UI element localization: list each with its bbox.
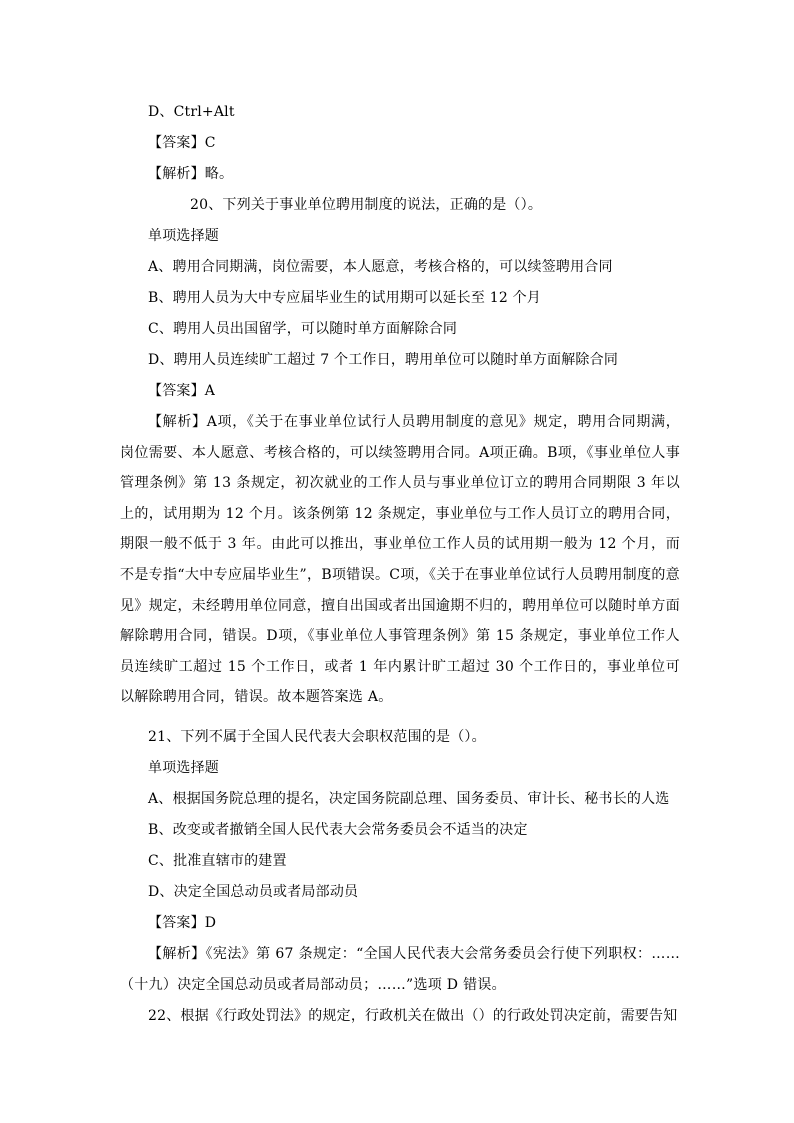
q19-answer: 【答案】C — [148, 135, 216, 151]
q21-option-d: D、决定全国总动员或者局部动员 — [148, 884, 359, 900]
q21-answer: 【答案】D — [148, 915, 217, 931]
q19-analysis: 【解析】略。 — [148, 166, 234, 182]
q21-option-c: C、批准直辖市的建置 — [148, 853, 287, 869]
q20-option-a: A、聘用合同期满，岗位需要，本人愿意，考核合格的，可以续签聘用合同 — [148, 259, 613, 275]
q21-question: 21、下列不属于全国人民代表大会职权范围的是（）。 — [148, 729, 486, 745]
q20-type: 单项选择题 — [148, 228, 219, 244]
q19-option-d: D、Ctrl+Alt — [148, 104, 235, 120]
q21-type: 单项选择题 — [148, 760, 219, 776]
q21-analysis: 【解析】《宪法》第 67 条规定：“全国人民代表大会常务委员会行使下列职权：……（十九）决定全国总动员或者局部动员；……”选项 D 错误。 — [120, 946, 680, 993]
q20-question: 20、下列关于事业单位聘用制度的说法，正确的是（）。 — [190, 197, 543, 213]
q20-option-d: D、聘用人员连续旷工超过 7 个工作日，聘用单位可以随时单方面解除合同 — [148, 352, 619, 368]
q21-option-a: A、根据国务院总理的提名，决定国务院副总理、国务委员、审计长、秘书长的人选 — [148, 791, 670, 807]
q22-question: 22、根据《行政处罚法》的规定，行政机关在做出（）的行政处罚决定前，需要告知 — [148, 1008, 678, 1024]
q20-answer: 【答案】A — [148, 383, 216, 399]
q20-analysis: 【解析】A项，《关于在事业单位试行人员聘用制度的意见》规定，聘用合同期满，岗位需要、本人愿意、考核合格的，可以续签聘用合同。A项正确。B项，《事业单位人事管理条例》第 13 条规定，初次就业的工作人员与事业单位订立的聘用合同期限 3 年以上的，试用期为 12 个月。该条例第 12 条规定，事业单位与工作人员订立的聘用合同，期限一般不低于 3 年。由此可以推出，事业单位工作人员的试用期一般为 12 个月，而不是专指“大中专应届毕业生”，B项错误。C项，《关于在事业单位试行人员聘用制度的意见》规定，未经聘用单位同意，擅自出国或者出国逾期不归的，聘用单位可以随时单方面解除聘用合同，错误。D项，《事业单位人事管理条例》第 15 条规定，事业单位工作人员连续旷工超过 15 个工作日，或者 1 年内累计旷工超过 30 个工作日的，事业单位可以解除聘用合同，错误。故本题答案选 A。 — [120, 414, 680, 706]
q20-option-b: B、聘用人员为大中专应届毕业生的试用期可以延长至 12 个月 — [148, 290, 542, 306]
q20-option-c: C、聘用人员出国留学，可以随时单方面解除合同 — [148, 321, 458, 337]
q21-option-b: B、改变或者撤销全国人民代表大会常务委员会不适当的决定 — [148, 822, 528, 838]
